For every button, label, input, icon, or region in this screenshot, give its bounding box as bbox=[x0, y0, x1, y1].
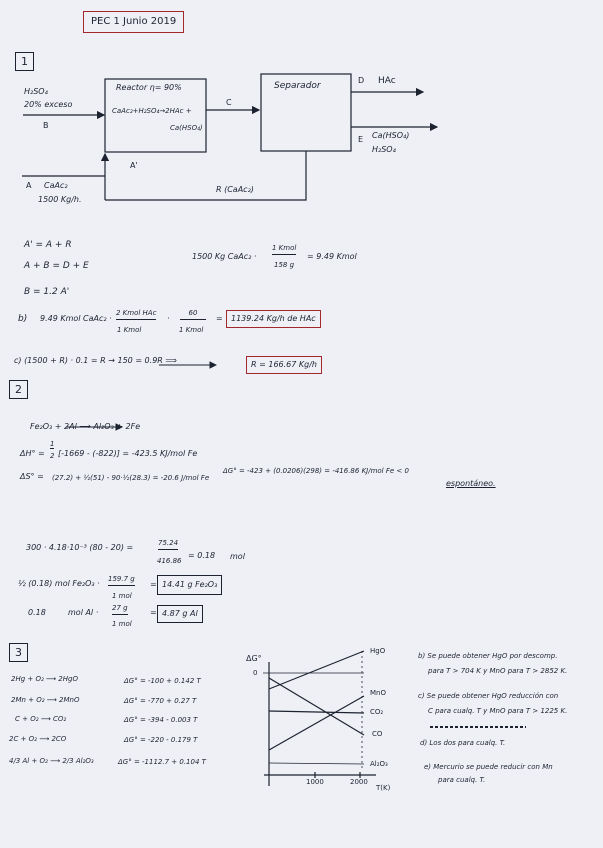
reaction-3-4: 2C + O₂ ⟶ 2CO bbox=[9, 735, 67, 743]
graph-series-co: CO bbox=[372, 730, 383, 738]
answer-c-2: C para cualq. T y MnO para T > 1225 K. bbox=[428, 707, 568, 715]
reaction-3-1: 2Hg + O₂ ⟶ 2HgO bbox=[11, 675, 78, 683]
stream-b-label: B bbox=[43, 121, 49, 130]
stream-e-label: E bbox=[358, 135, 364, 144]
part-b-eq: = bbox=[216, 314, 223, 323]
al-den: 1 mol bbox=[112, 620, 132, 628]
answer-b-1: b) Se puede obtener HgO por descomp. bbox=[418, 652, 558, 660]
dg-3-2: ΔG° = -770 + 0.27 T bbox=[124, 697, 197, 705]
graph-line-mno bbox=[269, 678, 364, 735]
heat-calc-result: = 0.18 bbox=[188, 551, 216, 560]
graph-line-co bbox=[269, 696, 364, 750]
section-2-number: 2 bbox=[9, 380, 28, 399]
dh-calc: [-1669 - (-822)] = -423.5 KJ/mol Fe bbox=[58, 449, 198, 458]
balance-3: B = 1.2 A' bbox=[24, 287, 70, 297]
heat-calc-a: 300 · 4.18·10⁻³ (80 - 20) = bbox=[26, 543, 134, 552]
fe2o3-calc: ½ (0.18) mol Fe₂O₃ · bbox=[18, 579, 100, 588]
dh-label: ΔH° = bbox=[20, 449, 45, 458]
reaction-3-2: 2Mn + O₂ ⟶ 2MnO bbox=[11, 696, 80, 704]
al-calc: mol Al · bbox=[68, 608, 99, 617]
part-b-label: b) bbox=[18, 314, 28, 324]
stream-a-label: A bbox=[26, 181, 32, 190]
answer-e-1: e) Mercurio se puede reducir con Mn bbox=[424, 763, 553, 771]
dg-note: espontáneo. bbox=[446, 479, 496, 488]
fe2o3-num: 159.7 g bbox=[108, 576, 135, 586]
dg-3-1: ΔG° = -100 + 0.142 T bbox=[124, 677, 201, 685]
section-1-number: 1 bbox=[15, 52, 34, 71]
fe2o3-result: 14.41 g Fe₂O₃ bbox=[157, 575, 222, 595]
graph-xlabel: T(K) bbox=[376, 784, 391, 792]
heat-calc-num: 75.24 bbox=[158, 540, 178, 550]
stream-d-label: D bbox=[358, 76, 365, 85]
answer-c-1: c) Se puede obtener HgO reducción con bbox=[418, 692, 559, 700]
mol-calc-num: 1 Kmol bbox=[272, 245, 296, 255]
graph-line-al2o3 bbox=[269, 763, 364, 764]
al-mol: 0.18 bbox=[28, 608, 46, 617]
al-eq: = bbox=[150, 608, 157, 617]
part-b-num-1: 2 Kmol HAc bbox=[116, 310, 156, 320]
dg-calc: ΔG° = -423 + (0.0206)(298) = -416.86 KJ/mol Fe < 0 bbox=[223, 467, 409, 475]
part-b-num-2: 60 bbox=[180, 310, 206, 320]
recycle-label: R (CaAc₂) bbox=[216, 185, 254, 194]
reaction-2: Fe₂O₃ + 2Al ⟶ Al₂O₃ + 2Fe bbox=[30, 422, 141, 431]
reaction-3-3: C + O₂ ⟶ CO₂ bbox=[15, 715, 67, 723]
dg-3-5: ΔG° = -1112.7 + 0.104 T bbox=[118, 758, 206, 766]
graph-xtick-2000: 2000 bbox=[350, 778, 368, 786]
recycle-line bbox=[105, 151, 306, 200]
stream-c-label: C bbox=[226, 98, 232, 107]
balance-2: A + B = D + E bbox=[24, 261, 89, 271]
al-result: 4.87 g Al bbox=[157, 605, 203, 623]
part-c-calc: c) (1500 + R) · 0.1 = R → 150 = 0.9R ⟹ bbox=[14, 356, 177, 365]
graph-line-hgo bbox=[269, 651, 364, 689]
feed-a-line2: 1500 Kg/h. bbox=[38, 195, 82, 204]
graph-series-co2: CO₂ bbox=[370, 708, 384, 716]
part-b-den-2: 1 Kmol bbox=[179, 326, 204, 334]
dh-frac-den: 2 bbox=[50, 452, 55, 460]
graph-line-co2 bbox=[269, 711, 364, 713]
product-d: HAc bbox=[378, 76, 396, 86]
reactor-equation: CaAc₂+H₂SO₄→2HAc + bbox=[112, 107, 192, 115]
graph-ylabel: ΔG° bbox=[246, 654, 262, 663]
scribble-mark bbox=[430, 726, 526, 728]
al-num: 27 g bbox=[112, 605, 128, 615]
part-b-dot: · bbox=[167, 314, 170, 323]
feed-b-line1: H₂SO₄ bbox=[24, 87, 48, 96]
dh-frac-num: 1 bbox=[50, 440, 55, 448]
ds-label: ΔS° = bbox=[20, 472, 44, 481]
heat-calc-unit: mol bbox=[230, 552, 245, 561]
graph-y0: 0 bbox=[253, 669, 258, 677]
dg-3-4: ΔG° = -220 - 0.179 T bbox=[124, 736, 198, 744]
feed-a-line1: CaAc₂ bbox=[44, 181, 68, 190]
part-b-result: 1139.24 Kg/h de HAc bbox=[226, 310, 321, 328]
page-title: PEC 1 Junio 2019 bbox=[83, 11, 184, 33]
fe2o3-eq: = bbox=[150, 580, 157, 589]
separator-title: Separador bbox=[274, 81, 321, 91]
reaction-3-5: 4/3 Al + O₂ ⟶ 2/3 Al₂O₃ bbox=[9, 757, 94, 765]
part-c-result: R = 166.67 Kg/h bbox=[246, 356, 322, 374]
heat-calc-den: 416.86 bbox=[157, 557, 182, 565]
mol-calc-result: = 9.49 Kmol bbox=[307, 252, 357, 261]
part-b-den-1: 1 Kmol bbox=[117, 326, 142, 334]
ds-calc: (27.2) + ½(51) - 90·½(28.3) = -20.6 J/mol Fe bbox=[52, 474, 210, 482]
answer-e-2: para cualq. T. bbox=[438, 776, 486, 784]
mol-calc-a: 1500 Kg CaAc₂ · bbox=[192, 252, 257, 261]
reactor-title: Reactor η= 90% bbox=[116, 83, 182, 92]
graph-series-al2o3: Al₂O₃ bbox=[370, 760, 388, 768]
part-b-calc-a: 9.49 Kmol CaAc₂ · bbox=[40, 314, 112, 323]
fe2o3-den: 1 mol bbox=[112, 592, 132, 600]
reactor-equation-2: Ca(HSO₄) bbox=[170, 124, 203, 132]
dg-3-3: ΔG° = -394 - 0.003 T bbox=[124, 716, 198, 724]
graph-series-hgo: HgO bbox=[370, 647, 386, 655]
balance-1: A' = A + R bbox=[24, 240, 72, 250]
graph-series-mno: MnO bbox=[370, 689, 386, 697]
stream-a-prime-label: A' bbox=[130, 161, 138, 170]
feed-b-line2: 20% exceso bbox=[24, 100, 73, 109]
section-3-number: 3 bbox=[9, 643, 28, 662]
mol-calc-den: 158 g bbox=[274, 261, 295, 269]
answer-d: d) Los dos para cualq. T. bbox=[420, 739, 506, 747]
answer-b-2: para T > 704 K y MnO para T > 2852 K. bbox=[428, 667, 568, 675]
graph-xtick-1000: 1000 bbox=[306, 778, 324, 786]
product-e-1: Ca(HSO₄) bbox=[372, 131, 410, 140]
product-e-2: H₂SO₄ bbox=[372, 145, 396, 154]
